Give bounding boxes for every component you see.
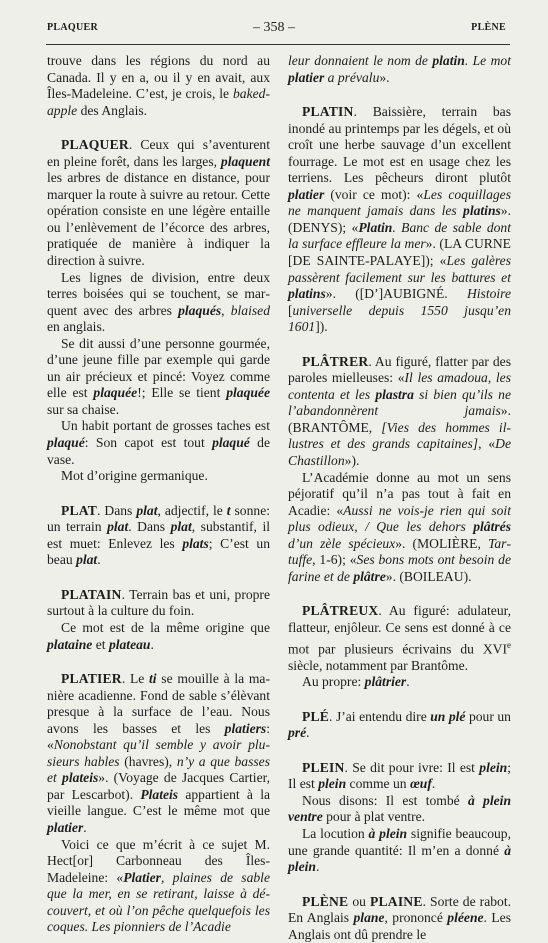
- text-run: de vase.: [47, 435, 270, 467]
- text-run: .: [83, 819, 87, 835]
- text-run: les arbres de distance en distance, pour marquer la route à suivre au retour. Cette opération consiste en une légère entaille ou l’enlèvement de l’écorce des arbres, pratiquée de manière à indiquer la direction à suivre.: [47, 170, 270, 269]
- text-run: (havres),: [119, 753, 177, 769]
- text-run: .: [431, 776, 436, 792]
- entry-platier: [47, 671, 270, 836]
- entry-plein: [288, 760, 511, 793]
- text-run: . Terrain bas et uni, propre surtout à la culture du foin.: [47, 586, 270, 619]
- italic-text: d’un zèle spécieux: [288, 535, 396, 551]
- text-run: en anglais.: [47, 319, 106, 335]
- text-run: . Le: [121, 671, 149, 687]
- text-run: trouve dans les régions du nord au Canada. Il y en a, ou il y en avait, aux Îles-Madeleine. C’est, je crois, le: [47, 53, 270, 102]
- emphasized-term: ti: [149, 671, 157, 687]
- text-run: pour à plat ventre.: [322, 809, 426, 825]
- text-run: Au propre:: [302, 674, 365, 690]
- text-run: ». (DENYS); «: [288, 203, 511, 235]
- emphasized-term: platiers: [224, 720, 267, 736]
- italic-text: Il les amadoua, les contenta et les: [288, 370, 511, 402]
- emphasized-term: plein: [318, 776, 347, 792]
- emphasized-term: platin: [432, 53, 465, 68]
- headword: PLATAIN: [61, 586, 122, 602]
- emphasized-term: un plé: [430, 708, 466, 724]
- text-run: Se dit aussi d’une personne gourmée, d’une jeune fille par exemple qui garde un air précieux et pincé: Voyez comme elle est: [47, 335, 270, 401]
- text-run: [: [288, 302, 293, 318]
- right-column: [288, 53, 511, 943]
- text-run: .: [150, 636, 154, 652]
- emphasized-term: platins: [463, 203, 501, 219]
- text-run: ». ([D’]AUBIGNÉ.: [325, 286, 467, 302]
- emphasized-term: plâtrés: [473, 519, 511, 535]
- italic-text: si bien qu’ils ne l’abandonnèrent jamais: [288, 386, 511, 419]
- italic-text: Les coquillages ne manquent jamais dans les: [288, 186, 511, 219]
- italic-text: Les galères passèrent facilement sur les battures et: [288, 253, 511, 285]
- headword: PLATIER: [61, 671, 122, 687]
- emphasized-term: platier: [47, 819, 84, 835]
- emphasized-term: plein: [479, 759, 508, 775]
- header-rule: [46, 44, 510, 45]
- left-column: [47, 53, 270, 936]
- running-header: [0, 22, 548, 40]
- text-run: , adjectif, le: [157, 502, 227, 518]
- text-run: Nous disons: Il est tombé: [302, 792, 468, 808]
- italic-text: . Le mot: [464, 53, 511, 68]
- text-run: . Sorte de rabot. En Anglais: [288, 893, 512, 926]
- headword: PLÈNE: [302, 893, 349, 909]
- text-run: La locution: [302, 825, 369, 841]
- emphasized-term: plaquée: [93, 385, 138, 401]
- text-run: et: [92, 636, 109, 652]
- italic-text: . Banc de sable dont la surface effleure la mer: [288, 219, 511, 252]
- emphasized-term: plaquée: [226, 385, 270, 401]
- text-run: pour un: [465, 708, 511, 724]
- text-run: ».: [379, 69, 390, 85]
- text-run: Un habit portant de grosses taches est: [61, 418, 270, 434]
- italic-text: leur donnaient le nom de: [288, 53, 433, 68]
- text-run: Les lignes de division, entre deux terres boisées qui se touchent, se marquent avec des arbres: [47, 269, 270, 318]
- text-run: , prononcé: [384, 910, 448, 926]
- italic-text: n’y a que basses et: [47, 753, 270, 786]
- continued-paragraph: [47, 53, 270, 119]
- italic-text: Histoire: [466, 286, 511, 302]
- headword: PLATIN: [302, 104, 354, 120]
- emphasized-term: plaqué: [212, 435, 250, 451]
- entry-plaquer-para-4: [47, 418, 270, 468]
- emphasized-term: platier: [288, 69, 325, 85]
- text-run: . Au figuré: adulateur, flatteur, enjôleur. Ce sens est donné à ce mot par plusieurs écrivains du XVI: [288, 603, 511, 657]
- text-run: sur sa chaise.: [47, 401, 120, 417]
- emphasized-term: œuf: [409, 776, 432, 792]
- text-run: des Anglais.: [77, 102, 148, 118]
- emphasized-term: t: [226, 502, 231, 518]
- text-run: comme un: [346, 776, 410, 792]
- text-run: . Dans: [128, 519, 171, 535]
- continued-paragraph-right: [288, 53, 511, 86]
- text-run: »).: [344, 453, 360, 469]
- text-run: , 1-6); «: [312, 552, 357, 568]
- entry-platain: [47, 587, 270, 620]
- text-run: (voir ce mot): «: [324, 186, 424, 202]
- header-right-word: PLÈNE: [471, 22, 506, 33]
- text-run: . J’ai entendu dire: [329, 708, 431, 724]
- italic-text: De Chastillon: [288, 436, 511, 469]
- text-run: Ce mot est de la même origine que: [61, 619, 270, 635]
- entry-plaquer-para-3: [47, 336, 270, 419]
- text-run: L’Académie donne au mot un sens péjoratif qu’il n’a pas tout à fait en Acadie: «: [288, 469, 511, 518]
- text-run: .: [315, 859, 320, 875]
- text-run: .: [406, 674, 410, 690]
- text-run: . Baissière, terrain bas inondé au printemps par les dégels, et où croît une herbe sauvage d’un excellent fourrage. Le mot est en usage chez les terriens. Les pêcheurs diront plutôt: [288, 104, 511, 186]
- text-run: ». (MOLIÈRE,: [395, 535, 489, 551]
- text-run: . Ceux qui s’aventurent en pleine forêt, dans les larges,: [47, 137, 270, 169]
- emphasized-term: plataine: [47, 636, 93, 652]
- emphasized-term: plat: [76, 552, 98, 568]
- italic-text: a prévalu: [324, 69, 380, 85]
- text-run: , «: [478, 436, 496, 452]
- italic-text: Nonobstant qu’il semble y avoir plusieurs hables: [47, 737, 270, 769]
- headword: PLAT: [61, 502, 98, 518]
- emphasized-term: Plateis: [140, 786, 179, 802]
- headword: PLÉ: [302, 708, 330, 724]
- header-left-word: PLAQUER: [47, 22, 98, 33]
- entry-plat: [47, 503, 270, 569]
- emphasized-term: plat: [170, 519, 192, 535]
- entry-platrer-para-2: [288, 470, 511, 586]
- text-run: ». (Voyage de Jacques Cartier, par Lescarbot).: [47, 770, 270, 802]
- emphasized-term: plâtrier: [364, 674, 407, 690]
- text-run: signifie beaucoup, une grande quantité: Il m’en a donné: [288, 825, 511, 858]
- italic-text: universelle depuis 1550 jusqu’en 1601: [288, 302, 511, 335]
- entry-platreux-para-2: [288, 674, 511, 691]
- emphasized-term: à plein ventre: [288, 792, 511, 825]
- text-run: . Les Anglais ont dû prendre le: [288, 910, 511, 942]
- italic-text: blaised: [230, 302, 270, 318]
- emphasized-term: Platier: [123, 869, 161, 885]
- entry-platreux: [288, 603, 511, 674]
- emphasized-term: plat: [107, 519, 129, 535]
- italic-text: Tartuffe: [288, 535, 511, 568]
- text-run: . Dans: [97, 502, 137, 518]
- emphasized-term: pré: [288, 725, 307, 741]
- headword: PLAINE: [370, 893, 423, 909]
- text-run: siècle, notamment par Brantôme.: [288, 657, 469, 673]
- emphasized-term: plats: [182, 535, 209, 551]
- emphasized-term: platins: [288, 286, 326, 302]
- emphasized-term: plateis: [62, 770, 99, 786]
- emphasized-term: à plein: [368, 825, 408, 841]
- page-number: – 358 –: [253, 20, 295, 35]
- text-run: ,: [221, 302, 231, 318]
- text-run: se mouille à la manière acadienne. Fond de sable s’élèvant presque à la surface de l’eau. Nous avons les basses et les: [47, 671, 270, 736]
- emphasized-term: Platin: [358, 219, 393, 235]
- entry-platrer: [288, 354, 511, 470]
- text-run: !; Elle se tient: [137, 385, 227, 401]
- text-run: . Se dit pour ivre: Il est: [344, 759, 480, 775]
- text-run: ». (BRANTÔME,: [288, 403, 511, 435]
- text-run: , substantif, il est muet: Enlevez les: [47, 519, 270, 551]
- italic-text: Aussi ne vois-je rien qui soit plus odieux, / Que les dehors: [288, 502, 511, 535]
- text-run: ou: [348, 893, 371, 909]
- entry-plaquer-para-2: [47, 270, 270, 336]
- entry-plaquer: [47, 137, 270, 269]
- text-run: sonne: un terrain: [47, 502, 271, 535]
- headword: PLÂTREUX: [302, 603, 379, 619]
- emphasized-term: plat: [136, 502, 158, 518]
- text-run: ]).: [315, 319, 328, 335]
- emphasized-term: plane: [353, 910, 385, 926]
- text-run: ». (BOILEAU).: [385, 568, 472, 584]
- headword: PLÂTRER: [302, 353, 369, 369]
- text-run: appartient à la vieille langue. C’est le même mot que: [47, 786, 271, 819]
- text-run: Voici ce que m’écrit à ce sujet M. Hect[or] Carbonneau des Îles-Madeleine: «: [47, 836, 270, 885]
- text-run: ». (LA CURNE [DE SAINTE-PALAYE]); «: [288, 236, 511, 269]
- italic-text: [Vies des hommes illustres et des grands capitaines]: [288, 419, 511, 452]
- entry-platier-para-2: [47, 837, 270, 936]
- emphasized-term: plaquent: [220, 153, 270, 169]
- text-run: . Au figuré, flatter par des paroles mielleuses: «: [288, 353, 511, 386]
- text-run: ; Il est: [288, 759, 511, 792]
- entry-platin: [288, 104, 511, 336]
- text-run: .: [306, 725, 310, 741]
- italic-text: Ses bons mots ont besoin de farine et de: [288, 552, 511, 584]
- italic-text: , plaines de sable que la mer, en se retirant, laisse à découvert, et où l’on pêche quelquefois les coques. Les pionniers de l’Acadie: [47, 869, 270, 935]
- italic-text: baked-apple: [47, 86, 270, 118]
- text-run: : Son capot est tout: [84, 435, 213, 451]
- text-run: Mot d’origine germanique.: [61, 468, 208, 484]
- emphasized-term: pléene: [447, 910, 484, 926]
- headword: PLEIN: [302, 759, 345, 775]
- emphasized-term: plastra: [375, 386, 414, 402]
- emphasized-term: plaqué: [47, 435, 85, 451]
- emphasized-term: plaqués: [178, 302, 222, 318]
- text-run: ; C’est un beau: [47, 535, 270, 568]
- entry-plein-para-3: [288, 826, 511, 876]
- text-run: .: [97, 552, 101, 568]
- entry-platain-para-2: [47, 620, 270, 653]
- entry-plene: [288, 894, 511, 943]
- headword: PLAQUER: [61, 137, 129, 153]
- emphasized-term: à plein: [288, 842, 511, 875]
- emphasized-term: plateau: [108, 636, 151, 652]
- entry-plaquer-para-5: [47, 468, 270, 485]
- emphasized-term: platier: [288, 186, 325, 202]
- entry-ple: [288, 709, 511, 742]
- text-run: e: [507, 639, 511, 650]
- entry-plein-para-2: [288, 793, 511, 826]
- text-run: : «: [47, 720, 270, 753]
- emphasized-term: plâtre: [353, 568, 386, 584]
